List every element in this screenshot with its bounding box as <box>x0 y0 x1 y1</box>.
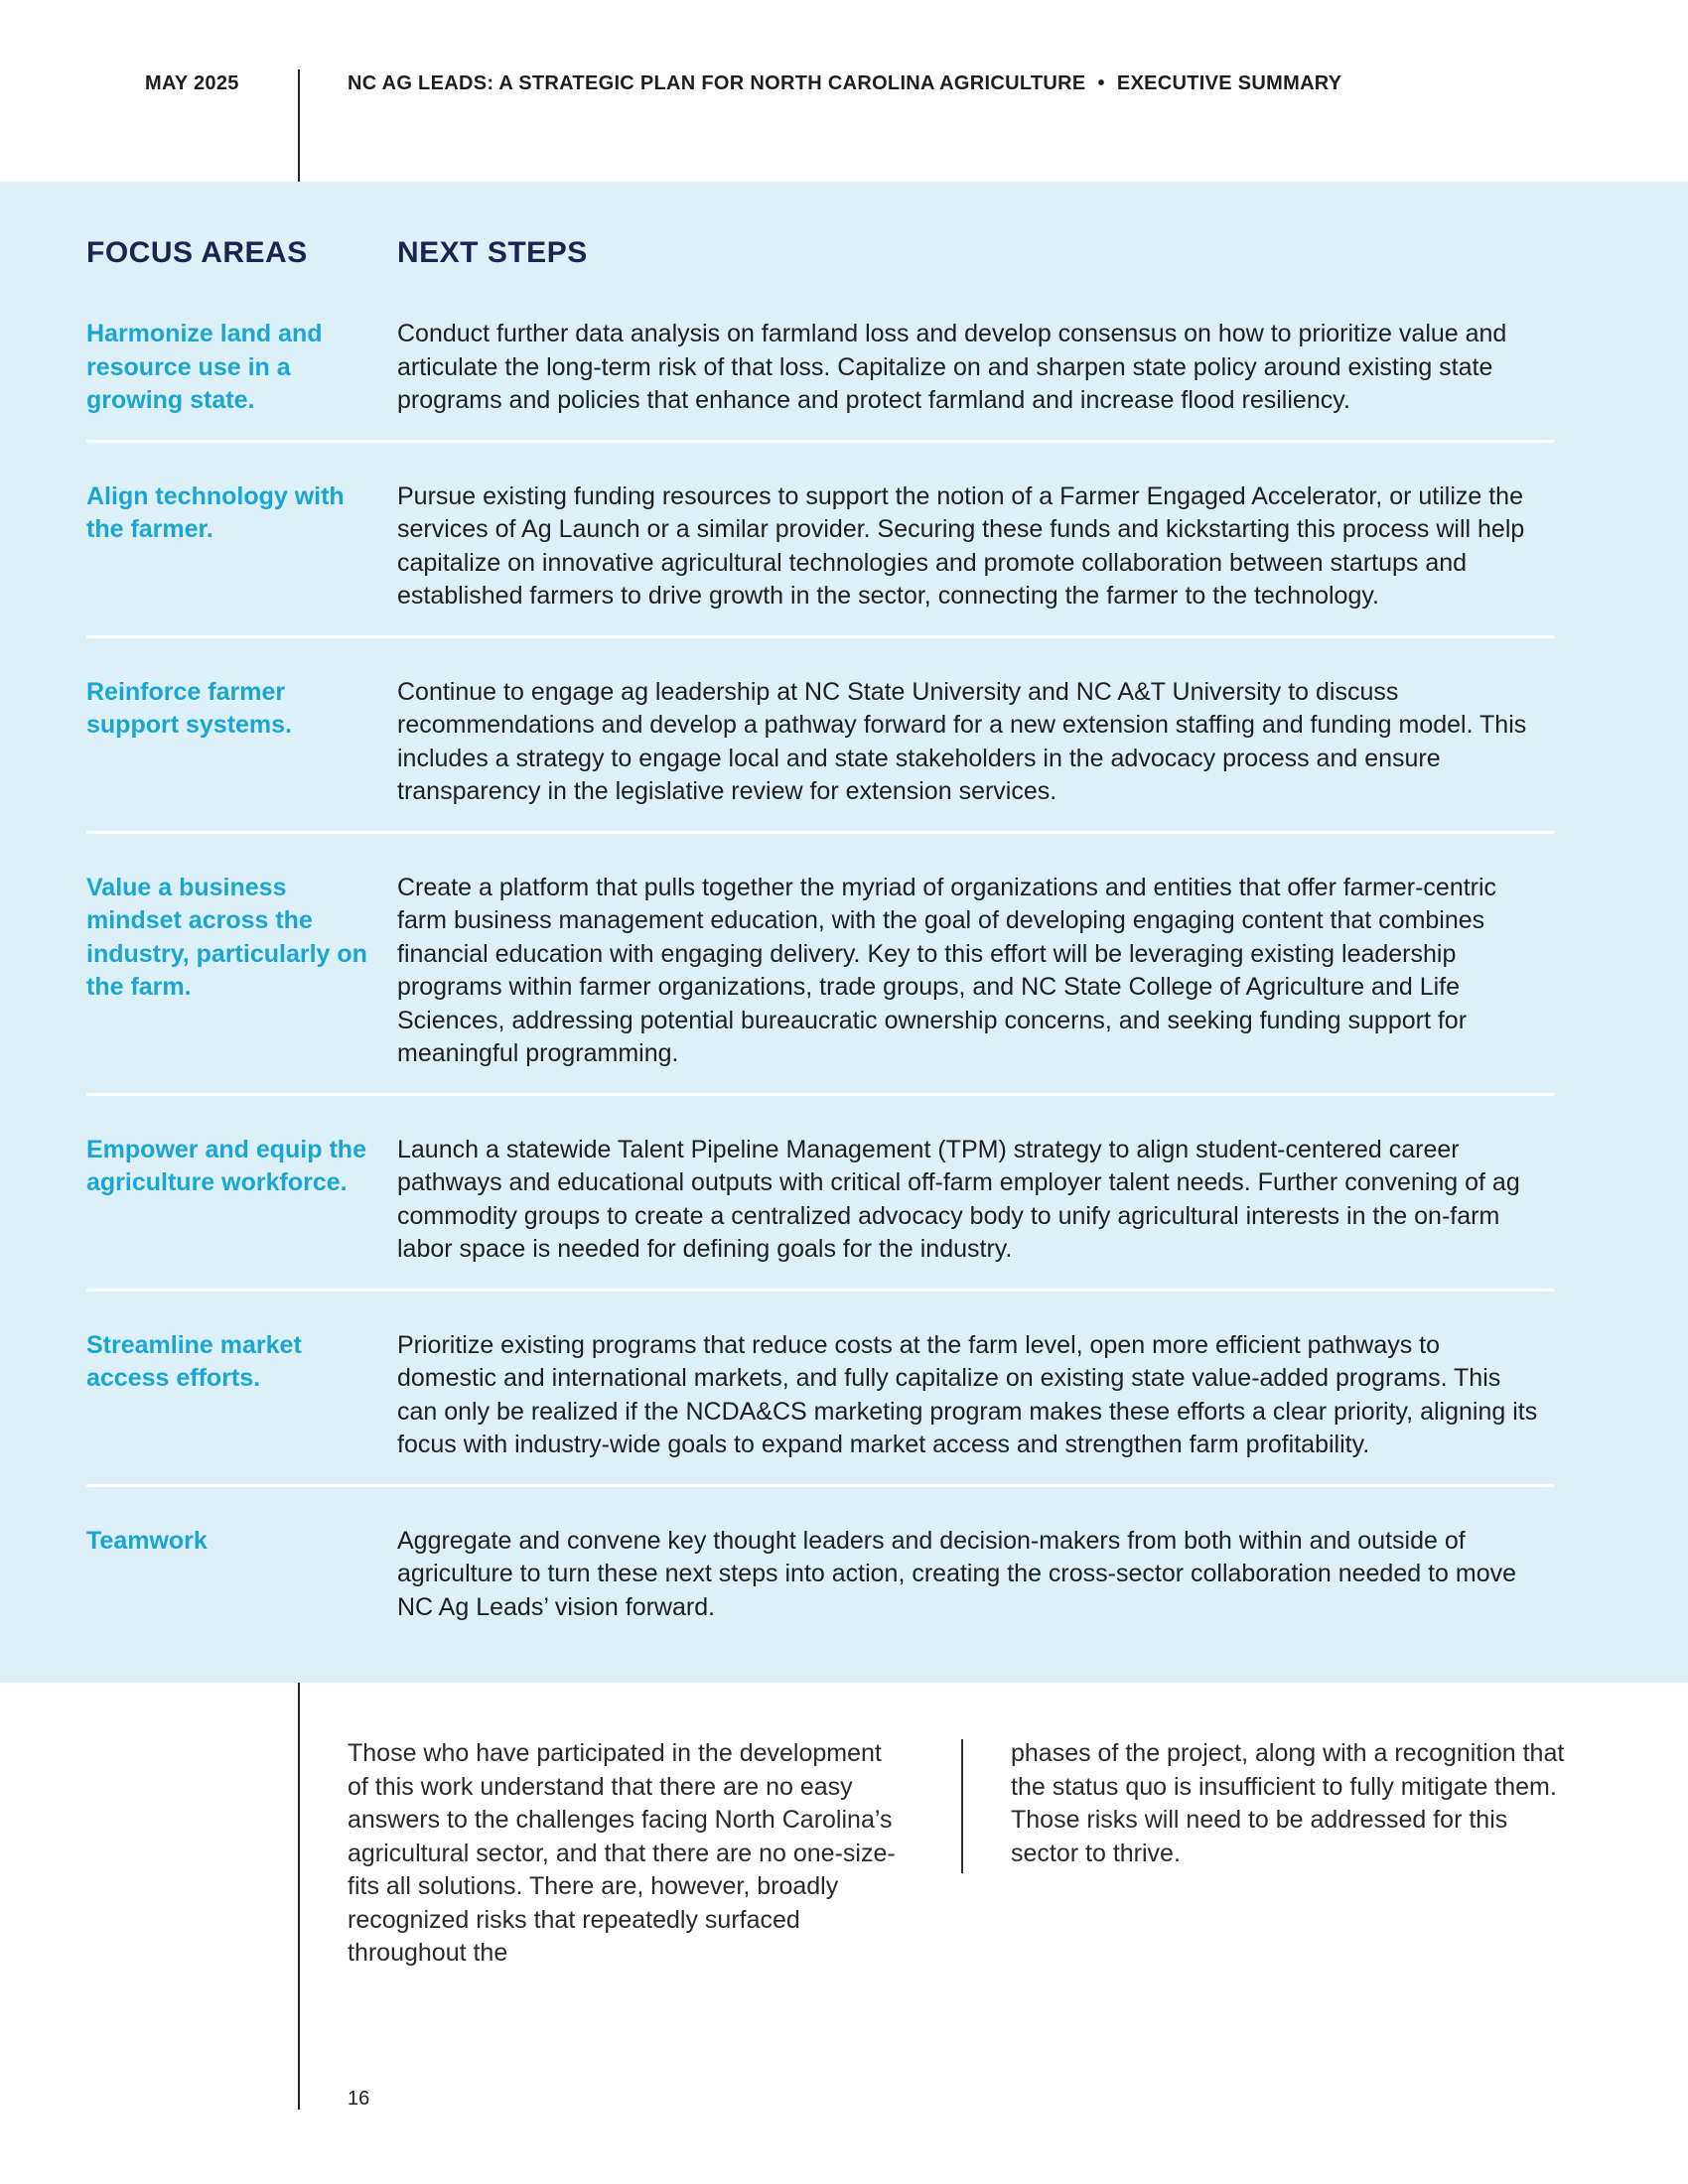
focus-area: Streamline market access efforts. <box>86 1330 302 1392</box>
next-step: Conduct further data analysis on farmland loss and develop consensus on how to prioritize value and articulate the long-term risk of that loss. Capitalize on and sharpen state policy around existing state programs and policies that enhance and protect farmland and increase flood resiliency. <box>397 320 1507 414</box>
table-row <box>86 318 1554 443</box>
table-row <box>86 676 1554 834</box>
next-step: Pursue existing funding resources to support the notion of a Farmer Engaged Accelerator, or utilize the services of Ag Launch or a similar provider. Securing these funds and kickstarting this process will help capitalize on innovative agricultural technologies and promote collaboration between startups and established farmers to drive growth in the sector, connecting the farmer to the technology. <box>397 481 1525 610</box>
next-step: Create a platform that pulls together the myriad of organizations and entities that offer farmer-centric farm business management education, with the goal of developing engaging content that combines financial education with engaging delivery. Key to this effort will be leveraging existing leadership programs within farmer organizations, trade groups, and NC State College of Agriculture and Life Sciences, addressing potential bureaucratic ownership concerns, and seeking funding support for meaningful programming. <box>397 873 1497 1067</box>
focus-area: Align technology with the farmer. <box>86 481 345 543</box>
focus-area: Empower and equip the agriculture workforce. <box>86 1135 366 1196</box>
focus-area: Harmonize land and resource use in a growing state. <box>86 320 323 414</box>
next-step: Launch a statewide Talent Pipeline Management (TPM) strategy to align student-centered career pathways and educational outputs with critical off-farm employer talent needs. Further convening of ag commodity groups to create a centralized advocacy body to unify agricultural interests in the on-farm labor space is needed for defining goals for the industry. <box>397 1135 1520 1263</box>
next-step: Prioritize existing programs that reduce costs at the farm level, open more efficient pathways to domestic and international markets, and fully capitalize on existing state value-added programs. This can only be realized if the NCDA&CS marketing program makes these efforts a clear priority, aligning its focus with industry-wide goals to expand market access and strengthen farm profitability. <box>397 1330 1538 1458</box>
header-title: NC AG LEADS: A STRATEGIC PLAN FOR NORTH CAROLINA AGRICULTURE <box>348 72 1086 94</box>
page-number: 16 <box>348 2088 370 2110</box>
column-divider <box>961 1739 963 1873</box>
header-section: EXECUTIVE SUMMARY <box>1116 72 1342 94</box>
table-row <box>86 480 1554 638</box>
focus-areas-heading: FOCUS AREAS <box>86 236 308 269</box>
focus-steps-table <box>86 318 1554 1646</box>
table-row <box>86 1329 1554 1487</box>
focus-area: Value a business mindset across the industry, particularly on the farm. <box>86 873 367 1001</box>
focus-area: Teamwork <box>86 1526 208 1555</box>
next-step: Continue to engage ag leadership at NC State University and NC A&T University to discuss recommendations and develop a pathway forward for a new extension staffing and funding model. This includes a strategy to engage local and state stakeholders in the advocacy process and ensure transparency in the legislative review for extension services. <box>397 677 1527 805</box>
table-row <box>86 872 1554 1096</box>
next-steps-heading: NEXT STEPS <box>397 236 588 269</box>
table-row <box>86 1134 1554 1292</box>
body-column-2: phases of the project, along with a recognition that the status quo is insufficient to fully mitigate them. Those risks will need to be addressed for this sector to thrive. <box>1011 1739 1565 1867</box>
next-step: Aggregate and convene key thought leaders and decision-makers from both within and outside of agriculture to turn these next steps into action, creating the cross-sector collaboration needed to move NC Ag Leads’ vision forward. <box>397 1526 1517 1621</box>
header-divider <box>298 69 300 182</box>
focus-area: Reinforce farmer support systems. <box>86 677 293 739</box>
header-date: MAY 2025 <box>145 72 239 94</box>
header-separator: • <box>1097 72 1105 94</box>
header-title-line <box>348 72 1341 95</box>
body-left-rule <box>298 1683 300 2110</box>
body-column-1: Those who have participated in the development of this work understand that there are no easy answers to the challenges facing North Carolina’s agricultural sector, and that there are no one-size-fits all solutions. There are, however, broadly recognized risks that repeatedly surfaced throughout the <box>348 1739 896 1967</box>
table-row <box>86 1525 1554 1647</box>
